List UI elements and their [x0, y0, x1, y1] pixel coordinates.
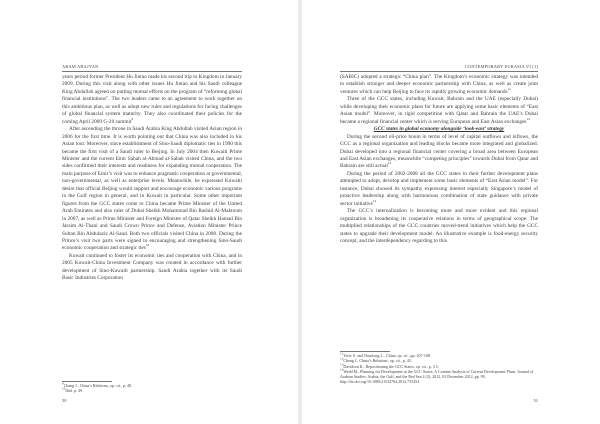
running-head-left: ARAM ABAJYAN — [62, 64, 99, 69]
right-page — [300, 0, 600, 424]
running-head-right: CONTEMPORARY EURASIA VI (1) — [464, 64, 538, 69]
paragraph: Three of the GCC states, including Kuwait, Bahrain and the UAE (especially Dubai) while developing their economic plans for future are applying some basic elements of “East Asian model”. Moreover, in rigid competition with Qatar and Bahrain the UAE’s Dubai became a regional financial center which is serving European and East Asian exchanges$^{12}$ — [340, 96, 538, 125]
footnote-ref: 11 — [507, 87, 511, 92]
footnote-ref: 13 — [387, 161, 392, 166]
right-body-text — [340, 74, 538, 245]
header-rule-left — [62, 71, 242, 72]
paragraph: During the period of 2002-2008 all the GCC states in their further development plans attempted to adopt, develop and implement some basic elements of “East Asian model”. For instance, Dubai showed its sympathy expressing interest especially Singapore’s model of proactive leadership along with harmonious combination of state guidance with private sector initiative$^{14}$ — [340, 170, 538, 207]
footnote: $^{11}$Yetiv S. and Chunlong L., China, op. cit., pp. 207-108. — [340, 351, 431, 358]
paragraph: After ascending the throne in Saudi Arabia King Abdullah visited Asian region in 2006 for the first time. It is worth pointing out that China was also included in his Asian tour. Moreover, since establishment of Sino-Saudi diplomatic ties in 1990 this became the first visit of a Saudi ruler to Beijing. In July 2004 then Kuwaiti Prime Minister and the current Emir Sabah al-Ahmad al-Sabah visited China, and the two sides confirmed their interests and readiness for expanding mutual cooperation. The main purpose of Emir’s visit was to enhance pragmatic cooperation at governmental, non-governmental, as well as enterprise levels. Meanwhile, he expressed Kuwaiti desire that official Beijing would support and encourage economic various programs in the Gulf region in general, and in Kuwait in particular. Some other important figures from the GCC states come to China became Prime Minister of the United Arab Emirates and also ruler of Dubai Sheikh Mohammad Bin Rashid Al-Maktoum in 2007, as well as Prime Minister and Foreign Minister of Qatar Sheikh Hamad Bin Jassim Al-Thani and Saudi Crown Prince and Defense, Aviation Minister Prince Sultan Bin Abdulaziz Al-Saud. Both two officials visited China in 2008. During the Prince’s visit two parts were signed to encouraging and strengthening Sino-Saudi economic cooperation and strategic ties$^{10}$ — [62, 126, 242, 252]
left-body-text — [62, 74, 242, 283]
footnote-ref: 12 — [526, 116, 530, 121]
section-subheading: GCC states in global economy alongside ‘look-east’ strategy — [373, 126, 505, 133]
footnote-ref: 9 — [131, 116, 134, 121]
paragraph: The GCC’s internalization is becoming more and more evident and this regional organization is broadening its cooperative relations in terms of geographical scope. The multiplied relationships of the GCC countries moved-trend initiatives which help the GCC states to upgrade their development model. An illustrative example is food-energy security concept, and the interdependency regarding to this — [340, 208, 538, 244]
footnote: $^{14}$Wedd M., Planning for Development in the GCC States: A Content Analysis of Current Development Plans, Journal of Arabian Studies: Arabia, the Gulf, and the Red Sea 2 (2), 2012, 03 December 2012, pp. 99, http://dx.doi.org/10.1080/21534764.2012.735454 — [340, 367, 534, 385]
footnote: $^9$Chang J., China’s Relations, op. cit., p. 48. — [62, 381, 133, 388]
paragraph: Kuwait continued to foster its economic ties and cooperation with China, and in 2005 Kuwait-China Investment Company was created in accordance with further development of Sino-Kuwaiti partnership. Saudi Arabia together with its Saudi Basic Industries Corporation — [62, 252, 242, 282]
footnote: $^{12}$Cheng J., China’s Relations, op. cit., p. 43. — [340, 356, 412, 364]
footnote: $^{10}$Ibid. p. 49. — [62, 386, 83, 394]
footnotes-right — [340, 353, 538, 385]
footnote-ref: 14 — [372, 198, 377, 203]
paragraph: years period former President Hu Jintao made his second trip to Kingdom in January 2009. During this visit along with other issues Hu Jintao and his Saudi colleague King Abdullah agreed on putting mutual efforts on the program of “reforming global financial institutions”. The two leaders came to an agreement to work together on this ambitious plan, as well as adopt new rules and regulations for facing challenges of global financial system maturity. They also coordinated their policies for the coming April 2009 G-20 summit$^9$ — [62, 74, 242, 125]
header-rule-right — [340, 71, 538, 72]
paragraph: During the second oil-price boom in terms of level of capital outflows and inflows, the GCC as a regional organization and leading blocks became more integrated and globalized. Dubai developed into a regional financial center covering a broad area between European and East Asian exchanges, meanwhile “competing principles” towards Dubai from Qatar and Bahrain are still actual$^{13}$ — [340, 133, 538, 170]
footnote-ref: 10 — [145, 243, 150, 248]
footnote-rule — [340, 351, 390, 352]
page-number-left: 50 — [62, 398, 67, 403]
footnotes-left — [62, 383, 242, 394]
page-number-right: 51 — [533, 398, 538, 403]
footnote: $^{13}$Davidson K., Repositioning the GCC States, op. cit., p. 3.5. — [340, 362, 439, 369]
footnote-rule — [62, 381, 112, 382]
paragraph: (SABIC) adopted a strategic “China plan”. The Kingdom’s economic strategy was intended to establish stronger and deeper economic partnership with China, as well as create joint ventures which can help Beijing to face its rapidly growing economic demands$^{11}$ — [340, 74, 538, 95]
